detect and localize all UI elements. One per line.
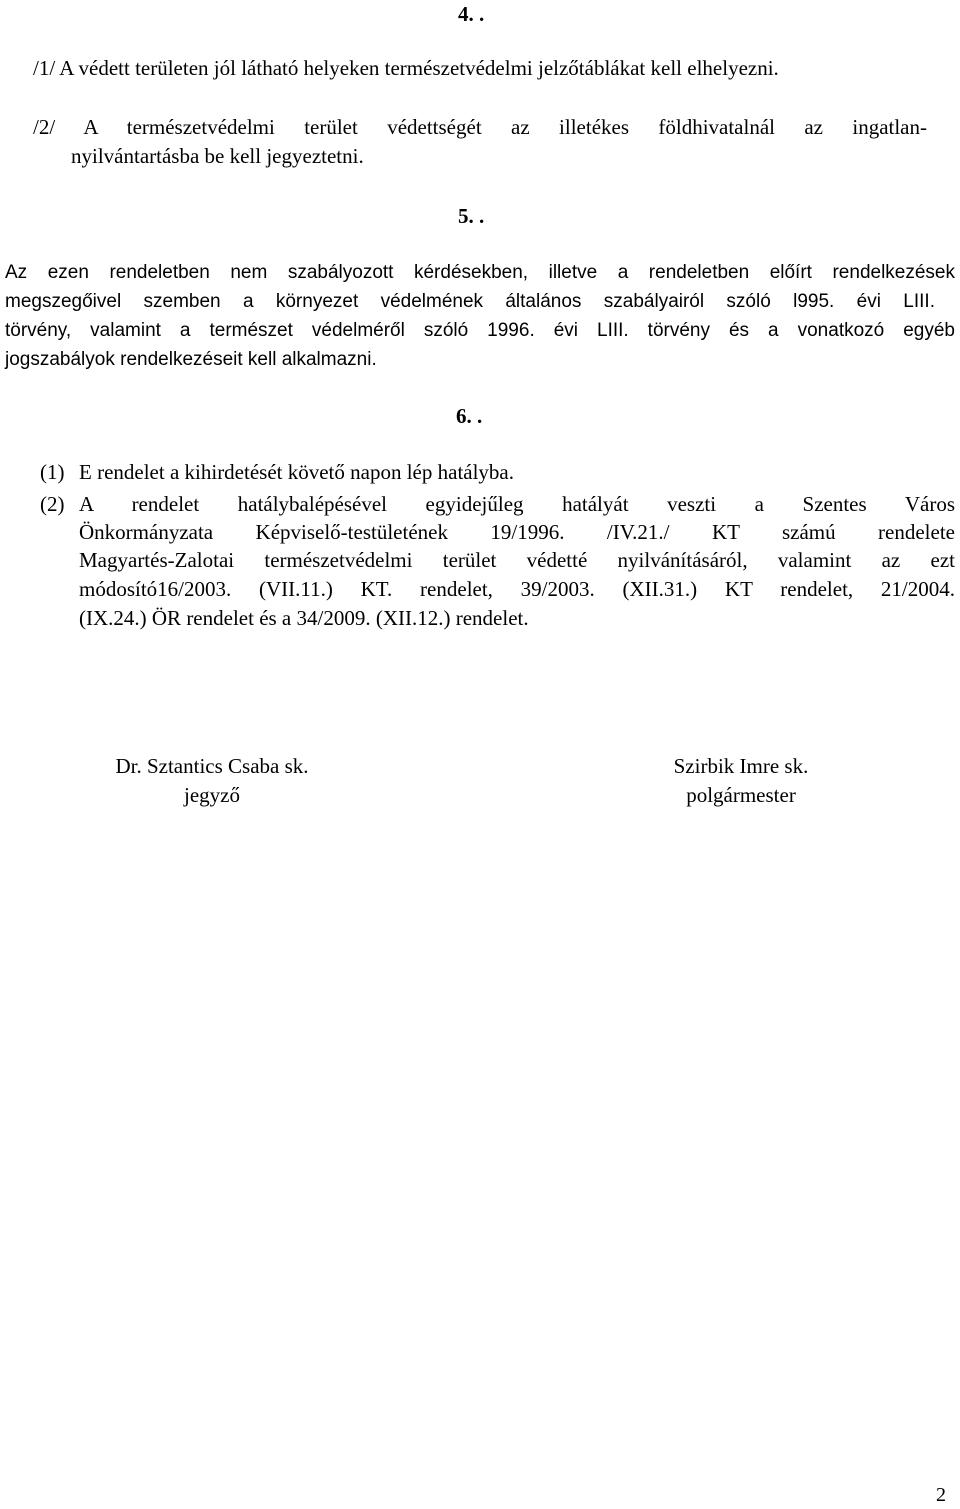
signature-left-name: Dr. Sztantics Csaba sk. [115,754,309,778]
section-6-heading: 6. . [456,404,483,428]
section-5-line-4: jogszabályok rendelkezéseit kell alkalmazni. [5,349,377,370]
section-5-heading: 5. . [458,204,485,228]
section-6-item-2-line-1: A rendelet hatálybalépésével egyidejűleg hatályát veszti a Szentes Város [79,492,955,516]
section-5-line-2: megszegőivel szemben a környezet védelmének általános szabályairól szóló l995. évi LIII. [5,291,935,312]
section-4-heading: 4. . [458,2,485,26]
section-6-item-2-line-5: (IX.24.) ÖR rendelet és a 34/2009. (XII.12.) rendelet. [79,606,529,630]
section-6-item-1-number: (1) [40,460,65,484]
section-6-item-2-line-3: Magyartés-Zalotai természetvédelmi terület védetté nyilvánításáról, valamint az ezt [79,548,955,572]
signature-left-title: jegyző [184,783,240,807]
section-5-line-1: Az ezen rendeletben nem szabályozott kérdésekben, illetve a rendeletben előírt rendelkezések [5,262,955,283]
section-6-item-2-number: (2) [40,492,65,516]
page-number: 2 [936,1484,946,1506]
section-5-line-3: törvény, valamint a természet védelméről szóló 1996. évi LIII. törvény és a vonatkozó egyéb [5,320,955,341]
section-6-item-1-text: E rendelet a kihirdetését követő napon lép hatályba. [79,460,515,484]
section-6-item-2-line-2: Önkormányzata Képviselő-testületének 19/1996. /IV.21./ KT számú rendelete [79,520,955,544]
section-4-paragraph-1: /1/ A védett területen jól látható helyeken természetvédelmi jelzőtáblákat kell elhelyezni. [33,56,779,80]
signature-right-name: Szirbik Imre sk. [673,754,809,778]
section-6-item-2-line-4: módosító16/2003. (VII.11.) KT. rendelet, 39/2003. (XII.31.) KT rendelet, 21/2004. [79,577,955,601]
section-4-paragraph-2-line-1: /2/ A természetvédelmi terület védettségét az illetékes földhivatalnál az ingatlan- [33,115,927,139]
section-4-paragraph-2-line-2: nyilvántartásba be kell jegyeztetni. [71,144,364,168]
signature-right-title: polgármester [686,783,796,807]
